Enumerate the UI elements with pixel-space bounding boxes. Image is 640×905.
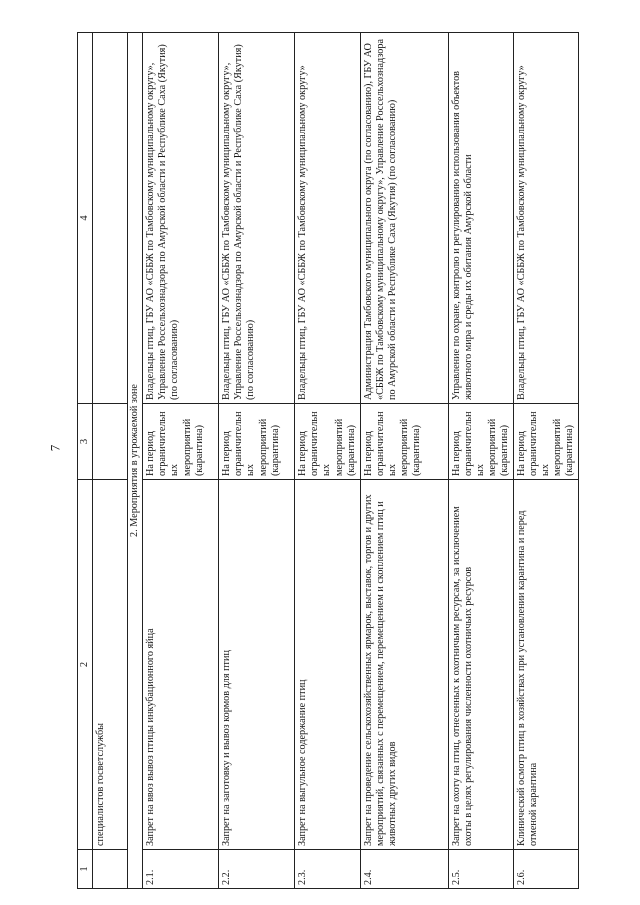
cell-responsible: Владельцы птиц, ГБУ АО «СББЖ по Тамбовскому муниципальному округу» [295,33,360,404]
cell-num: 2.1. [143,850,219,889]
cell-period: На период ограничительных мероприятий (карантина) [448,404,513,480]
cell-measure: Запрет на ввоз вывоз птицы инкубационного яйца [143,480,219,850]
table-row [513,33,578,889]
header-col-2: 2 [78,480,93,850]
table-row-continuation [93,33,128,889]
cell-measure: Запрет на выгульное содержание птиц [295,480,360,850]
cell-period: На период ограничительных мероприятий (карантина) [295,404,360,480]
table-row [219,33,295,889]
table-row [143,33,219,889]
rotated-table-container [77,33,575,889]
cell-num: 2.2. [219,850,295,889]
cell-period: На период ограничительных мероприятий (карантина) [143,404,219,480]
cell-responsible: Управление по охране, контролю и регулированию использования объектов животного мира и среды их обитания Амурской области [448,33,513,404]
cell-responsible [93,33,128,404]
cell-responsible: Владельцы птиц, ГБУ АО «СББЖ по Тамбовскому муниципальному округу», Управление Россельхознадзора по Амурской области и Республике Саха (Якутия) (по согласованию) [219,33,295,404]
cell-num: 2.4. [360,850,448,889]
header-col-3: 3 [78,404,93,480]
header-col-4: 4 [78,33,93,404]
cell-measure: Запрет на проведение сельскохозяйственных ярмарок, выставок, торгов и других мероприятий, связанных с перемещением, перемещением и скоплением птиц и животных других видов [360,480,448,850]
cell-responsible: Владельцы птиц, ГБУ АО «СББЖ по Тамбовскому муниципальному округу», Управление Россельхознадзора по Амурской области и Республике Саха (Якутия) (по согласованию) [143,33,219,404]
cell-measure: Запрет на заготовку и вывоз кормов для птиц [219,480,295,850]
cell-num: 2.6. [513,850,578,889]
cell-measure: Клинический осмотр птиц в хозяйствах при установлении карантина и перед отменой карантина [513,480,578,850]
cell-num [93,850,128,889]
cell-responsible: Администрация Тамбовского муниципального округа (по согласованию), ГБУ АО «СББЖ по Тамбовскому муниципальному округу», Управление Россельхознадзора по Амурской области и Республике Саха (Якутия) (по согласованию) [360,33,448,404]
section-row [128,33,143,889]
table-row [295,33,360,889]
page-number: 7 [47,444,63,452]
section-title: 2. Мероприятия в угрожаемой зоне [128,33,143,889]
cell-period [93,404,128,480]
cell-measure: Запрет на охоту на птиц, отнесенных к охотничьим ресурсам, за исключением охоты в целях регулирования численности охотничьих ресурсов [448,480,513,850]
cell-num: 2.3. [295,850,360,889]
table-row [448,33,513,889]
header-col-1: 1 [78,850,93,889]
cell-responsible: Владельцы птиц, ГБУ АО «СББЖ по Тамбовскому муниципальному округу» [513,33,578,404]
cell-period: На период ограничительных мероприятий (карантина) [219,404,295,480]
measures-table [77,32,579,889]
cell-period: На период ограничительных мероприятий (карантина) [513,404,578,480]
cell-period: На период ограничительных мероприятий (карантина) [360,404,448,480]
table-row [360,33,448,889]
cell-num: 2.5. [448,850,513,889]
table-header-row [78,33,93,889]
cell-measure: специалистов госветслужбы [93,480,128,850]
